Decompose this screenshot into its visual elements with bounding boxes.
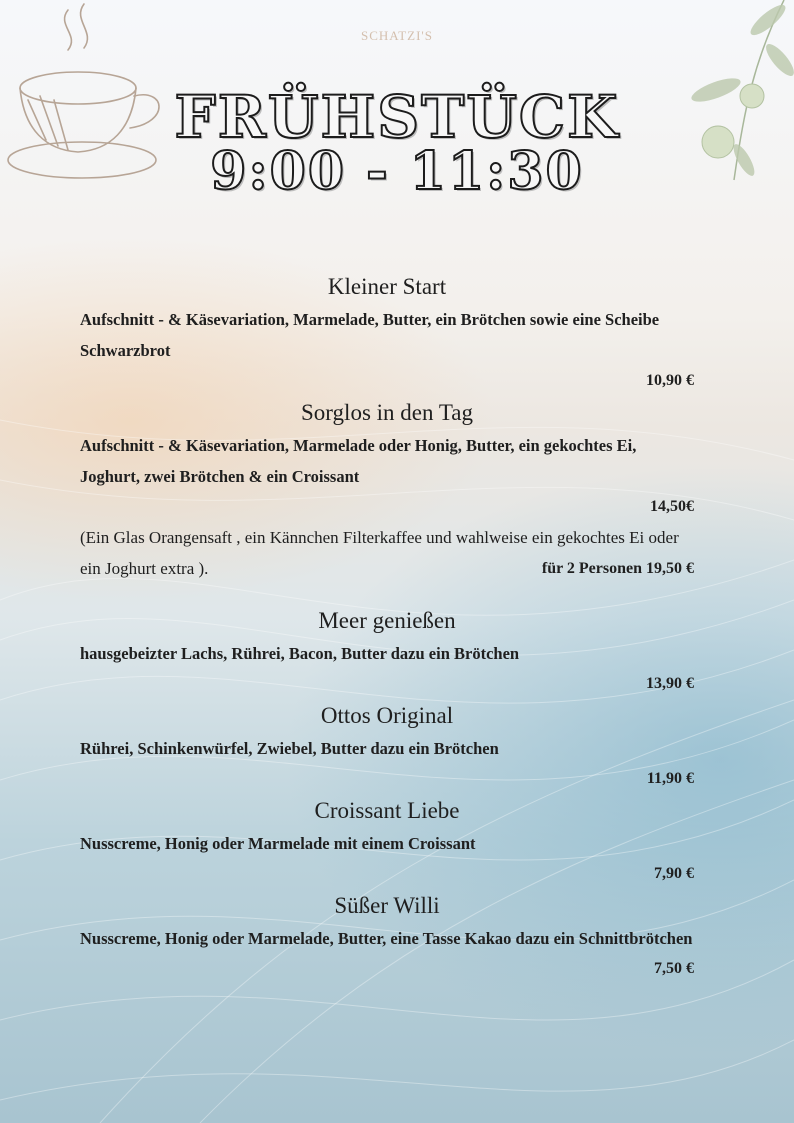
menu-item (80, 396, 694, 584)
menu-item-name: Sorglos in den Tag (301, 400, 473, 425)
menu-item-description: Nusscreme, Honig oder Marmelade, Butter, eine Tasse Kakao dazu ein Schnittbrötchen (80, 929, 693, 948)
menu-item-name: Süßer Willi (334, 893, 440, 918)
menu-item-description: Aufschnitt - & Käsevariation, Marmelade oder Honig, Butter, ein gekochtes Ei, Joghurt, zwei Brötchen & ein Croissant (80, 436, 637, 486)
menu-item-description: hausgebeizter Lachs, Rührei, Bacon, Butter dazu ein Brötchen (80, 644, 520, 663)
menu-item-price: 14,50€ (650, 498, 694, 515)
menu-item-name: Meer genießen (318, 608, 456, 633)
menu-item-description: Aufschnitt - & Käsevariation, Marmelade, Butter, ein Brötchen sowie eine Scheibe Schwarzbrot (80, 310, 660, 360)
menu-item (80, 889, 694, 984)
menu-item-price: 11,90 € (646, 770, 694, 787)
menu-item-extra-price: für 2 Personen 19,50 € (541, 560, 694, 577)
menu-item-name: Ottos Original (320, 703, 454, 728)
menu-item-price: 13,90 € (646, 675, 694, 692)
menu-item-price: 7,50 € (654, 960, 694, 977)
menu-item (80, 270, 694, 396)
opening-hours: 9:00 - 11:30 (210, 141, 584, 202)
menu-item-description: Nusscreme, Honig oder Marmelade mit einem Croissant (80, 834, 476, 853)
menu-item (80, 699, 694, 794)
menu-item-price: 7,90 € (654, 865, 694, 882)
menu-item-price: 10,90 € (646, 372, 694, 389)
brand-logo: SCHATZI'S (360, 28, 434, 43)
menu-item (80, 604, 694, 699)
menu-item-name: Croissant Liebe (314, 798, 460, 823)
menu-item-name: Kleiner Start (327, 274, 447, 299)
menu-item-extra-text: (Ein Glas Orangensaft , ein Kännchen Filterkaffee und wahlweise ein gekochtes Ei oder ein Joghurt extra ). (80, 528, 679, 578)
menu-item-extra (80, 522, 694, 584)
menu-item (80, 794, 694, 889)
menu-item-description: Rührei, Schinkenwürfel, Zwiebel, Butter dazu ein Brötchen (80, 739, 499, 758)
menu-list (80, 270, 694, 984)
page-title: FRÜHSTÜCK (174, 83, 620, 151)
